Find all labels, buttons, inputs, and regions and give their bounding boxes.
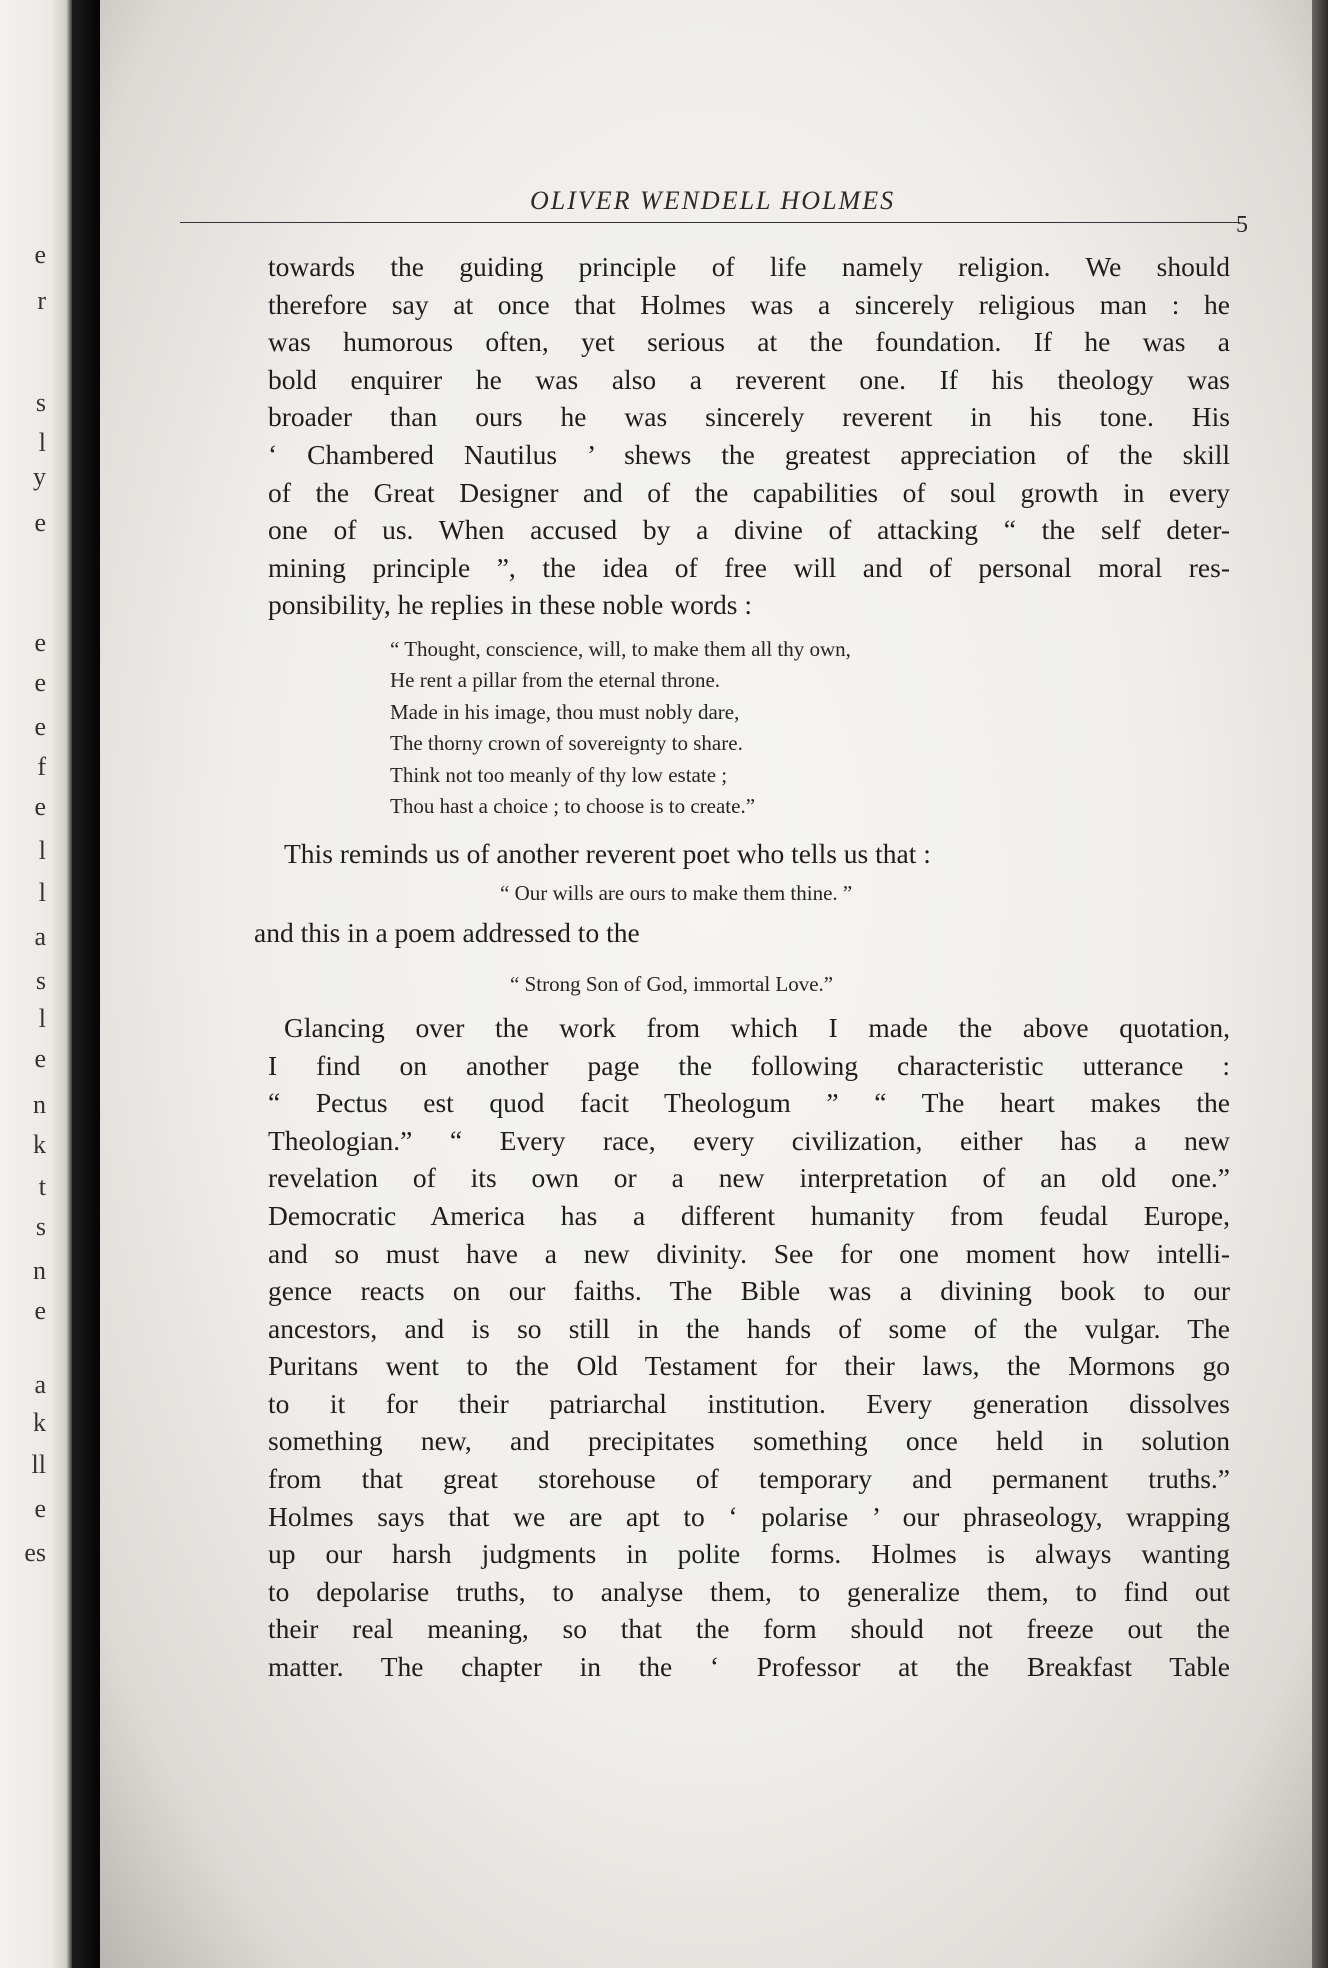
- text-line: I find on another page the following characteristic utterance :: [268, 1049, 1230, 1081]
- text-line: was humorous often, yet serious at the foundation. If he was a: [268, 326, 1230, 358]
- margin-fragment: s: [35, 966, 46, 995]
- running-header: [180, 182, 1248, 238]
- paragraph-religion: [268, 248, 1230, 624]
- margin-fragment: ll: [31, 1450, 46, 1479]
- text-line: ancestors, and is so still in the hands of some of the vulgar. The: [268, 1312, 1230, 1344]
- verse-line: “ Thought, conscience, will, to make them all thy own,: [390, 636, 851, 661]
- margin-fragment: k: [33, 1408, 46, 1437]
- text-line: gence reacts on our faiths. The Bible was a divining book to our: [268, 1275, 1230, 1307]
- quote-son: “ Strong Son of God, immortal Love.”: [510, 971, 834, 996]
- margin-fragment: e: [34, 1494, 46, 1523]
- margin-fragment: l: [38, 1004, 46, 1033]
- paragraph-glancing: [268, 1009, 1230, 1686]
- margin-fragment: a: [34, 922, 46, 951]
- text-line: Glancing over the work from which I made the above quotation,: [284, 1011, 1230, 1043]
- text-line: ponsibility, he replies in these noble words :: [268, 589, 752, 621]
- margin-fragment: f: [37, 752, 46, 781]
- book-page: [100, 0, 1312, 1968]
- margin-fragment: es: [24, 1538, 46, 1567]
- verse-line: The thorny crown of sovereignty to share.: [390, 731, 743, 756]
- verse-quotation: [390, 634, 1230, 823]
- line-poem: and this in a poem addressed to the: [254, 916, 640, 948]
- text-line: broader than ours he was sincerely reverent in his tone. His: [268, 401, 1230, 433]
- text-line: bold enquirer he was also a reverent one. If his theology was: [268, 363, 1230, 395]
- body-text: [254, 248, 1230, 1686]
- margin-fragment: e: [34, 1296, 46, 1325]
- text-line: Holmes says that we are apt to ‘ polarise ’ our phraseology, wrapping: [268, 1500, 1230, 1532]
- margin-fragment: s: [35, 388, 46, 417]
- text-line: matter. The chapter in the ‘ Professor at the Breakfast Table: [268, 1651, 1230, 1683]
- text-line: up our harsh judgments in polite forms. Holmes is always wanting: [268, 1538, 1230, 1570]
- text-line: and so must have a new divinity. See for one moment how intelli-: [268, 1237, 1230, 1269]
- margin-fragment: r: [37, 286, 46, 315]
- text-line: of the Great Designer and of the capabilities of soul growth in every: [268, 476, 1230, 508]
- margin-fragment: l: [38, 836, 46, 865]
- margin-fragment: e: [34, 628, 46, 657]
- text-line: to depolarise truths, to analyse them, to generalize them, to find out: [268, 1575, 1230, 1607]
- book-gutter: [72, 0, 100, 1968]
- line-reminds: This reminds us of another reverent poet who tells us that :: [284, 837, 931, 869]
- verse-line: He rent a pillar from the eternal throne.: [390, 668, 721, 693]
- page-right-edge: [1312, 0, 1328, 1968]
- margin-fragment: n: [33, 1090, 46, 1119]
- page-number: 5: [1236, 212, 1248, 238]
- margin-fragment: n: [33, 1256, 46, 1285]
- margin-fragment: k: [33, 1130, 46, 1159]
- margin-fragment: s: [35, 1212, 46, 1241]
- margin-fragment: e: [34, 508, 46, 537]
- text-line: ‘ Chambered Nautilus ’ shews the greatest appreciation of the skill: [268, 438, 1230, 470]
- running-title: OLIVER WENDELL HOLMES: [530, 186, 896, 215]
- facing-page-edge: [0, 0, 72, 1968]
- margin-fragment: e: [34, 792, 46, 821]
- quote-wills: “ Our wills are ours to make them thine. ”: [500, 880, 853, 905]
- margin-fragment: e: [34, 668, 46, 697]
- margin-fragment: a: [34, 1370, 46, 1399]
- text-line: mining principle ”, the idea of free will and of personal moral res-: [268, 551, 1230, 583]
- verse-line: Think not too meanly of thy low estate ;: [390, 762, 728, 787]
- text-line: to it for their patriarchal institution. Every generation dissolves: [268, 1387, 1230, 1419]
- text-line: towards the guiding principle of life namely religion. We should: [268, 251, 1230, 282]
- text-line: their real meaning, so that the form should not freeze out the: [268, 1613, 1230, 1645]
- verse-line: Made in his image, thou must nobly dare,: [390, 699, 740, 724]
- text-line: one of us. When accused by a divine of attacking “ the self deter-: [268, 514, 1230, 546]
- text-line: something new, and precipitates something once held in solution: [268, 1425, 1230, 1457]
- margin-fragment: e: [34, 240, 46, 269]
- margin-fragment: y: [33, 462, 46, 491]
- margin-fragment: e: [34, 712, 46, 741]
- text-line: “ Pectus est quod facit Theologum ” “ The heart makes the: [268, 1087, 1230, 1119]
- text-line: revelation of its own or a new interpretation of an old one.”: [268, 1162, 1230, 1194]
- text-line: therefore say at once that Holmes was a sincerely religious man : he: [268, 288, 1230, 320]
- text-line: Theologian.” “ Every race, every civilization, either has a new: [268, 1124, 1230, 1156]
- verse-line: Thou hast a choice ; to choose is to create.”: [390, 794, 756, 819]
- margin-fragment: l: [38, 428, 46, 457]
- text-line: Democratic America has a different humanity from feudal Europe,: [268, 1199, 1230, 1231]
- margin-fragment: e: [34, 1044, 46, 1073]
- margin-fragment: t: [38, 1172, 46, 1201]
- text-line: from that great storehouse of temporary and permanent truths.”: [268, 1463, 1230, 1495]
- text-line: Puritans went to the Old Testament for their laws, the Mormons go: [268, 1350, 1230, 1382]
- margin-fragment: l: [38, 878, 46, 907]
